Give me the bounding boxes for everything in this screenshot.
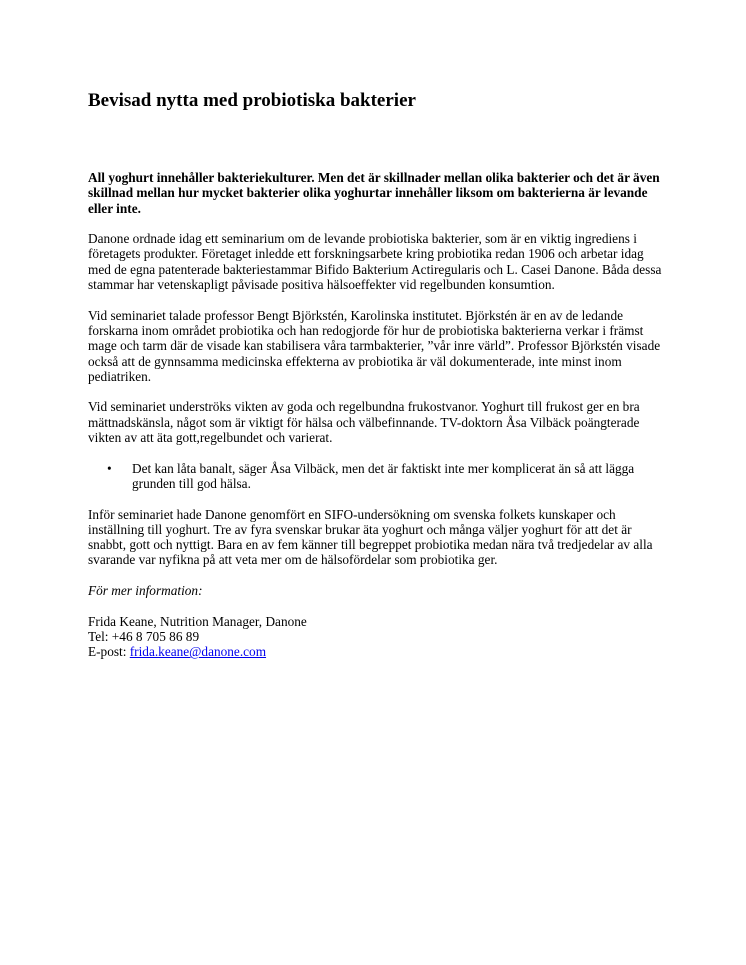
contact-name: Frida Keane, Nutrition Manager, Danone [88,613,307,629]
body-paragraph-3: Vid seminariet underströks vikten av goda och regelbundna frukostvanor. Yoghurt till frukost ger en bra mättnadskänsla, något som är viktigt för hälsa och välbefinnande. TV-doktorn Åsa Vilbäck poängterade vikten av att äta gott,regelbundet och varierat. [88,399,640,446]
contact-block [88,614,663,660]
bullet-item-text: Det kan låta banalt, säger Åsa Vilbäck, men det är faktiskt inte mer komplicerat än så att lägga grunden till god hälsa. [132,460,635,491]
bullet-dot-icon: • [107,460,112,476]
lead-paragraph: All yoghurt innehåller bakteriekulturer. Men det är skillnader mellan olika bakterier och det är även skillnad mellan hur mycket bakterier olika yoghurtar innehåller liksom om bakterierna är levande eller inte. [88,170,660,216]
bullet-list [88,461,663,492]
document-body [88,170,663,675]
bullet-item [107,460,663,492]
contact-email-line [88,644,663,659]
contact-email-link[interactable]: frida.keane@danone.com [129,644,267,660]
document-title: Bevisad nytta med probiotiska bakterier [88,90,416,111]
more-info-label: För mer information: [88,583,203,599]
contact-email-label: E-post: [88,644,130,660]
body-paragraph-1: Danone ordnade idag ett seminarium om de levande probiotiska bakterier, som är en viktig ingrediens i företagets produkter. Företaget inledde ett forskningsarbete kring probiotika redan 1906 och arbetar idag med de egna patenterade bakteriestammar Bifido Bakterium Actiregularis och L. Casei Danone. Båda dessa stammar har vetenskapligt påvisade positiva hälsoeffekter vid regelbunden konsumtion. [88,231,662,293]
contact-phone: Tel: +46 8 705 86 89 [88,628,200,644]
body-paragraph-4: Inför seminariet hade Danone genomfört en SIFO-undersökning om svenska folkets kunskaper och inställning till yoghurt. Tre av fyra svenskar brukar äta yoghurt och många väljer yoghurt för att det är snabbt, gott och nyttigt. Bara en av fem känner till begreppet probiotika medan nära två tredjedelar av alla svarande var nyfikna på att veta mer om de hälsofördelar som probiotika ger. [88,506,653,568]
body-paragraph-2: Vid seminariet talade professor Bengt Björkstén, Karolinska institutet. Björkstén är en av de ledande forskarna inom området probiotika och han redogjorde för hur de probiotiska bakterierna verkar i främst mage och tarm där de visade kan stabilisera våra tarmbakterier, ”vår inre värld”. Professor Björkstén visade också att de gynnsamma medicinska effekterna av probiotika är väl dokumenterade, inte minst inom pediatriken. [88,307,661,384]
